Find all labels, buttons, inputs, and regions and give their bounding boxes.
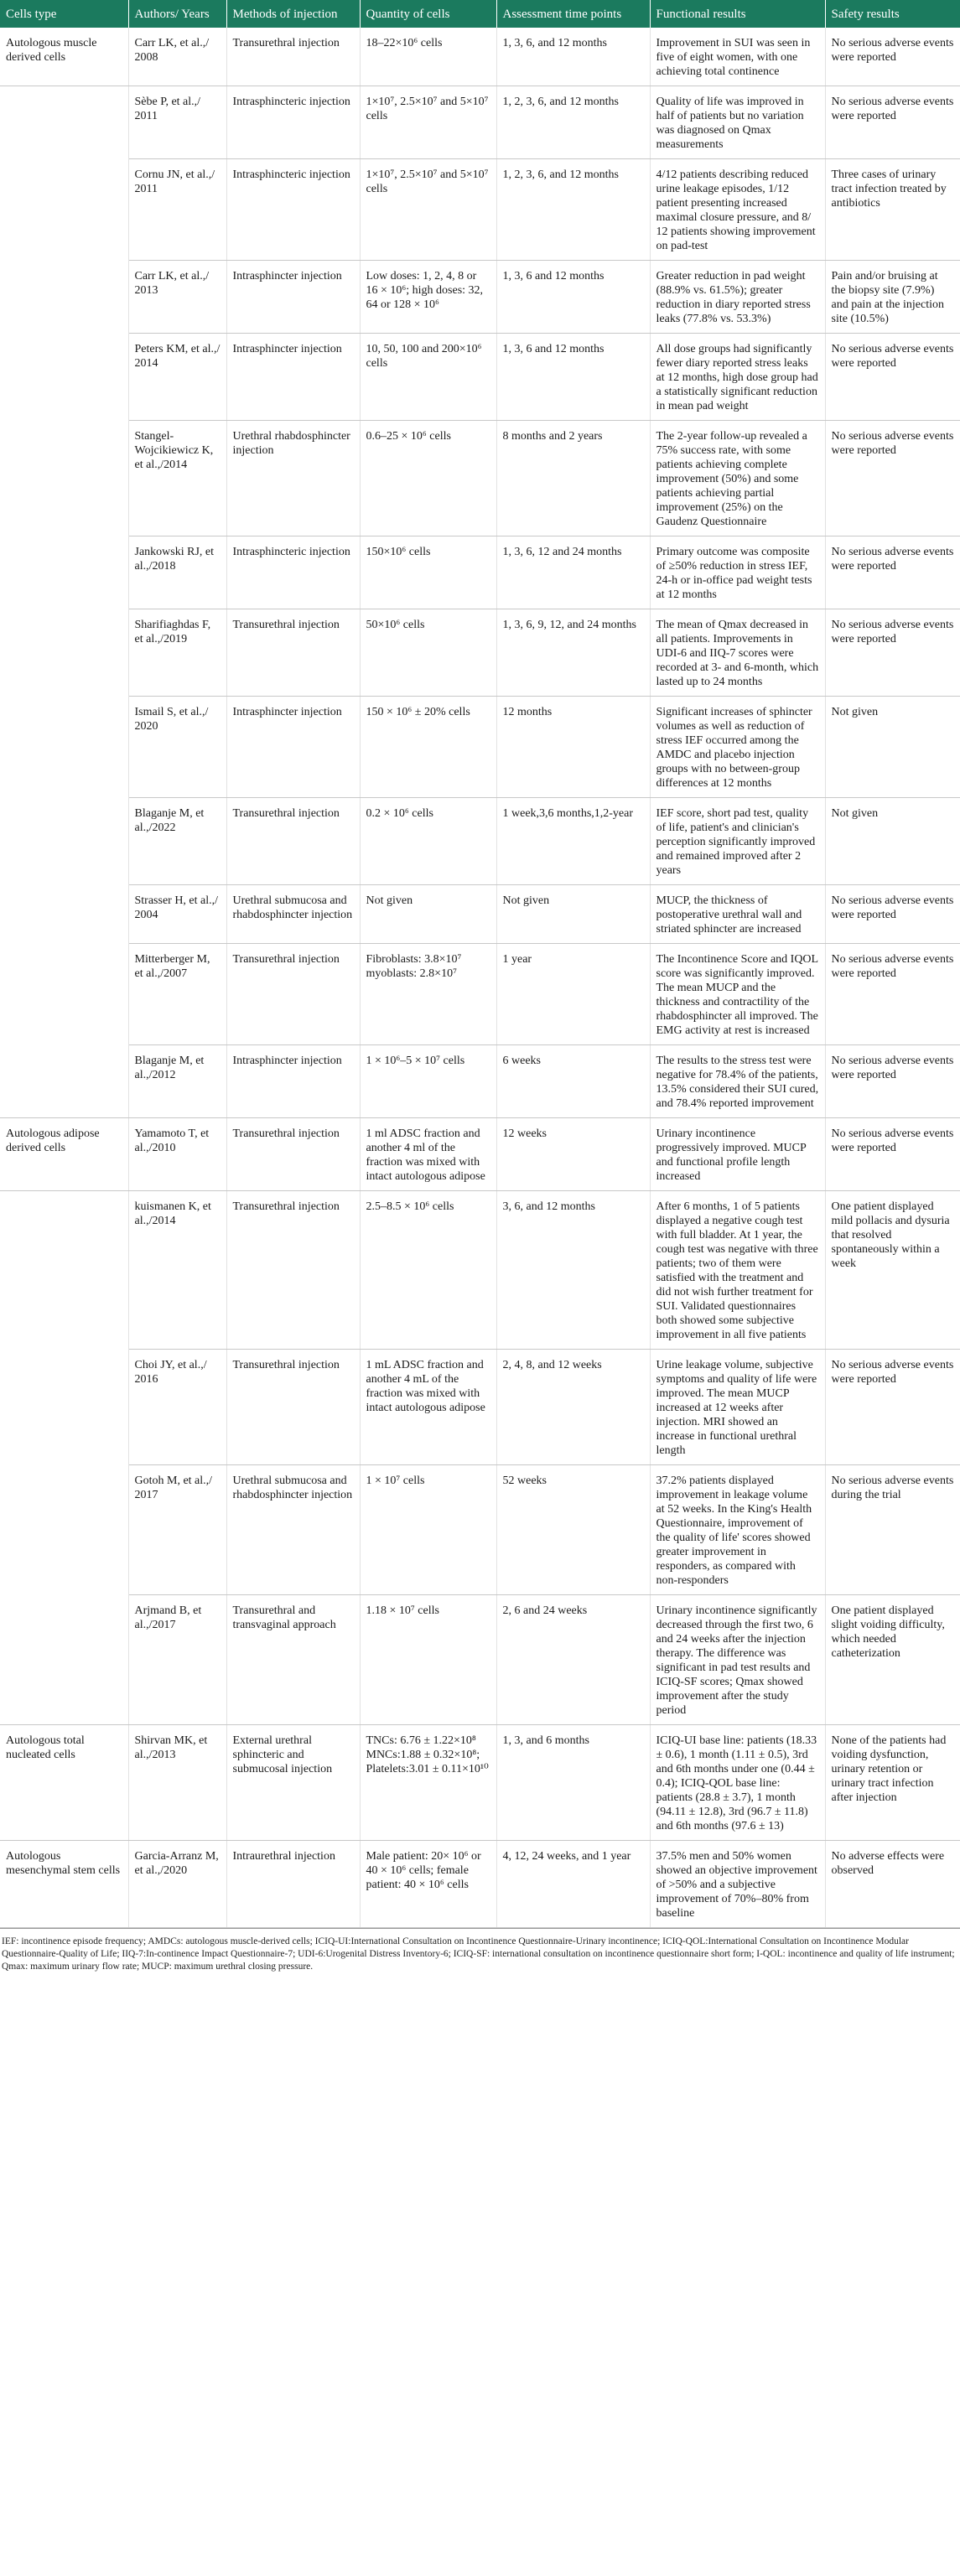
- time-points-cell: 1, 3, and 6 months: [496, 1725, 650, 1841]
- author-cell: Peters KM, et al.,/ 2014: [128, 334, 226, 421]
- time-points-cell: 3, 6, and 12 months: [496, 1191, 650, 1350]
- table-row: [0, 944, 960, 1045]
- table-row: [0, 536, 960, 609]
- time-points-cell: 1 year: [496, 944, 650, 1045]
- quantity-cell: Male patient: 20× 10⁶ or 40 × 10⁶ cells; female patient: 40 × 10⁶ cells: [360, 1841, 496, 1928]
- safety-results-cell: No serious adverse events were reported: [825, 885, 960, 944]
- author-cell: Ismail S, et al.,/ 2020: [128, 697, 226, 798]
- cells-type-cell: Autologous mesenchymal stem cells: [0, 1841, 128, 1928]
- time-points-cell: 1 week,3,6 months,1,2-year: [496, 798, 650, 885]
- safety-results-cell: No serious adverse events were reported: [825, 86, 960, 159]
- quantity-cell: TNCs: 6.76 ± 1.22×10⁸ MNCs:1.88 ± 0.32×10⁸; Platelets:3.01 ± 0.11×10¹⁰: [360, 1725, 496, 1841]
- quantity-cell: 1.18 × 10⁷ cells: [360, 1595, 496, 1725]
- functional-results-cell: The 2-year follow-up revealed a 75% success rate, with some patients achieving complete improvement (50%) and some patients achieving partial improvement (25%) on the Gaudenz Questionnaire: [650, 421, 825, 536]
- safety-results-cell: One patient displayed slight voiding difficulty, which needed catheterization: [825, 1595, 960, 1725]
- table-row: [0, 86, 960, 159]
- quantity-cell: 0.6–25 × 10⁶ cells: [360, 421, 496, 536]
- cells-type-cell: [0, 86, 128, 1118]
- safety-results-cell: No serious adverse events were reported: [825, 536, 960, 609]
- header-cells-type: Cells type: [0, 0, 128, 28]
- time-points-cell: 52 weeks: [496, 1465, 650, 1595]
- functional-results-cell: Quality of life was improved in half of patients but no variation was diagnosed on Qmax measurements: [650, 86, 825, 159]
- time-points-cell: 4, 12, 24 weeks, and 1 year: [496, 1841, 650, 1928]
- table-row: [0, 334, 960, 421]
- table-row: [0, 609, 960, 697]
- functional-results-cell: After 6 months, 1 of 5 patients displayed a negative cough test with full bladder. At 1 year, the cough test was negative with three patients; two of them were satisfied with the treatment and did not wish further treatment for SUI. Validated questionnaires both showed some subjective improvement in all five patients: [650, 1191, 825, 1350]
- method-cell: Intrasphincteric injection: [226, 159, 360, 261]
- safety-results-cell: No serious adverse events were reported: [825, 334, 960, 421]
- method-cell: Urethral rhabdosphincter injection: [226, 421, 360, 536]
- method-cell: Transurethral injection: [226, 798, 360, 885]
- table-row: [0, 1595, 960, 1725]
- functional-results-cell: MUCP, the thickness of postoperative urethral wall and striated sphincter are increased: [650, 885, 825, 944]
- time-points-cell: 1, 3, 6, 9, 12, and 24 months: [496, 609, 650, 697]
- table-header: [0, 0, 960, 28]
- time-points-cell: 2, 6 and 24 weeks: [496, 1595, 650, 1725]
- time-points-cell: 2, 4, 8, and 12 weeks: [496, 1350, 650, 1465]
- quantity-cell: 10, 50, 100 and 200×10⁶ cells: [360, 334, 496, 421]
- quantity-cell: 1×10⁷, 2.5×10⁷ and 5×10⁷ cells: [360, 86, 496, 159]
- quantity-cell: 0.2 × 10⁶ cells: [360, 798, 496, 885]
- method-cell: Intrasphincteric injection: [226, 86, 360, 159]
- safety-results-cell: No serious adverse events were reported: [825, 1350, 960, 1465]
- method-cell: Transurethral injection: [226, 1118, 360, 1191]
- header-safety-results: Safety results: [825, 0, 960, 28]
- quantity-cell: Not given: [360, 885, 496, 944]
- functional-results-cell: Urine leakage volume, subjective symptoms and quality of life were improved. The mean MUCP increased at 12 weeks after injection. MRI showed an increase in functional urethral length: [650, 1350, 825, 1465]
- safety-results-cell: None of the patients had voiding dysfunction, urinary retention or urinary tract infection after injection: [825, 1725, 960, 1841]
- author-cell: Jankowski RJ, et al.,/2018: [128, 536, 226, 609]
- method-cell: Intrasphincter injection: [226, 1045, 360, 1118]
- quantity-cell: 18–22×10⁶ cells: [360, 28, 496, 86]
- method-cell: Intrasphincter injection: [226, 697, 360, 798]
- quantity-cell: 1 ml ADSC fraction and another 4 ml of the fraction was mixed with intact autologous adipose: [360, 1118, 496, 1191]
- safety-results-cell: No adverse effects were observed: [825, 1841, 960, 1928]
- method-cell: Transurethral injection: [226, 28, 360, 86]
- author-cell: Shirvan MK, et al.,/2013: [128, 1725, 226, 1841]
- safety-results-cell: One patient displayed mild pollacis and dysuria that resolved spontaneously within a week: [825, 1191, 960, 1350]
- quantity-cell: 1 mL ADSC fraction and another 4 mL of the fraction was mixed with intact autologous adipose: [360, 1350, 496, 1465]
- functional-results-cell: ICIQ-UI base line: patients (18.33 ± 0.6), 1 month (1.11 ± 0.5), 3rd and 6th months under one (0.44 ± 0.4); ICIQ-QOL base line: patients (28.8 ± 3.7), 1 month (94.11 ± 12.8), 3rd (96.7 ± 11.8) and 6th months (97.6 ± 13): [650, 1725, 825, 1841]
- author-cell: kuismanen K, et al.,/2014: [128, 1191, 226, 1350]
- time-points-cell: 12 weeks: [496, 1118, 650, 1191]
- table-footnote: IEF: incontinence episode frequency; AMDCs: autologous muscle-derived cells; ICIQ-UI:International Consultation on Incontinence Questionnaire-Urinary incontinence; ICIQ-QOL:International Consultation on Incontinence Modular Questionnaire-Quality of Life; IIQ-7:In-continence Impact Questionnaire-7; UDI-6:Urogenital Distress Inventory-6; ICIQ-SF: international consultation on incontinence questionnaire short form; I-QOL: incontinence and quality of life instrument; Qmax: maximum urinary flow rate; MUCP: maximum urethral closing pressure.: [0, 1928, 960, 1978]
- author-cell: Garcia-Arranz M, et al.,/2020: [128, 1841, 226, 1928]
- header-time-points: Assessment time points: [496, 0, 650, 28]
- table-row: [0, 1725, 960, 1841]
- quantity-cell: 1 × 10⁷ cells: [360, 1465, 496, 1595]
- table-row: [0, 885, 960, 944]
- header-quantity: Quantity of cells: [360, 0, 496, 28]
- table-row: [0, 1841, 960, 1928]
- time-points-cell: 1, 2, 3, 6, and 12 months: [496, 86, 650, 159]
- time-points-cell: 6 weeks: [496, 1045, 650, 1118]
- author-cell: Gotoh M, et al.,/ 2017: [128, 1465, 226, 1595]
- author-cell: Cornu JN, et al.,/ 2011: [128, 159, 226, 261]
- author-cell: Arjmand B, et al.,/2017: [128, 1595, 226, 1725]
- functional-results-cell: 37.5% men and 50% women showed an objective improvement of >50% and a subjective improvement of 70%–80% from baseline: [650, 1841, 825, 1928]
- safety-results-cell: No serious adverse events were reported: [825, 421, 960, 536]
- author-cell: Carr LK, et al.,/ 2013: [128, 261, 226, 334]
- safety-results-cell: No serious adverse events were reported: [825, 28, 960, 86]
- method-cell: Intraurethral injection: [226, 1841, 360, 1928]
- safety-results-cell: No serious adverse events were reported: [825, 944, 960, 1045]
- functional-results-cell: IEF score, short pad test, quality of life, patient's and clinician's perception significantly improved and remained improved after 2 years: [650, 798, 825, 885]
- functional-results-cell: Urinary incontinence significantly decreased through the first two, 6 and 24 weeks after the injection therapy. The difference was significant in pad test results and ICIQ-SF scores; Qmax showed improvement after the study period: [650, 1595, 825, 1725]
- functional-results-cell: 4/12 patients describing reduced urine leakage episodes, 1/12 patient presenting increased maximal closure pressure, and 8/ 12 patients showing improvement on pad-test: [650, 159, 825, 261]
- quantity-cell: 150×10⁶ cells: [360, 536, 496, 609]
- method-cell: Urethral submucosa and rhabdosphincter injection: [226, 885, 360, 944]
- author-cell: Carr LK, et al.,/ 2008: [128, 28, 226, 86]
- quantity-cell: 1×10⁷, 2.5×10⁷ and 5×10⁷ cells: [360, 159, 496, 261]
- table-row: [0, 159, 960, 261]
- method-cell: Transurethral injection: [226, 1350, 360, 1465]
- quantity-cell: 1 × 10⁶–5 × 10⁷ cells: [360, 1045, 496, 1118]
- time-points-cell: 1, 3, 6 and 12 months: [496, 334, 650, 421]
- table-row: [0, 1045, 960, 1118]
- method-cell: Transurethral injection: [226, 1191, 360, 1350]
- quantity-cell: 150 × 10⁶ ± 20% cells: [360, 697, 496, 798]
- table-row: [0, 1350, 960, 1465]
- method-cell: Intrasphincter injection: [226, 334, 360, 421]
- author-cell: Blaganje M, et al.,/2012: [128, 1045, 226, 1118]
- author-cell: Choi JY, et al.,/ 2016: [128, 1350, 226, 1465]
- method-cell: Transurethral and transvaginal approach: [226, 1595, 360, 1725]
- author-cell: Yamamoto T, et al.,/2010: [128, 1118, 226, 1191]
- functional-results-cell: 37.2% patients displayed improvement in leakage volume at 52 weeks. In the King's Health Questionnaire, improvement of the quality of life' scores showed greater improvement in responders, as compared with non-responders: [650, 1465, 825, 1595]
- functional-results-cell: Significant increases of sphincter volumes as well as reduction of stress IEF occurred among the AMDC and placebo injection groups with no between-group differences at 12 months: [650, 697, 825, 798]
- time-points-cell: 1, 2, 3, 6, and 12 months: [496, 159, 650, 261]
- time-points-cell: 1, 3, 6 and 12 months: [496, 261, 650, 334]
- cells-type-cell: Autologous total nucleated cells: [0, 1725, 128, 1841]
- safety-results-cell: No serious adverse events were reported: [825, 609, 960, 697]
- author-cell: Strasser H, et al.,/ 2004: [128, 885, 226, 944]
- functional-results-cell: Greater reduction in pad weight (88.9% vs. 61.5%); greater reduction in diary reported stress leaks (77.8% vs. 53.3%): [650, 261, 825, 334]
- table-row: [0, 421, 960, 536]
- method-cell: Urethral submucosa and rhabdosphincter injection: [226, 1465, 360, 1595]
- time-points-cell: 12 months: [496, 697, 650, 798]
- quantity-cell: Fibroblasts: 3.8×10⁷ myoblasts: 2.8×10⁷: [360, 944, 496, 1045]
- quantity-cell: Low doses: 1, 2, 4, 8 or 16 × 10⁶; high doses: 32, 64 or 128 × 10⁶: [360, 261, 496, 334]
- time-points-cell: 1, 3, 6, 12 and 24 months: [496, 536, 650, 609]
- table-row: [0, 1118, 960, 1191]
- safety-results-cell: Three cases of urinary tract infection treated by antibiotics: [825, 159, 960, 261]
- method-cell: Transurethral injection: [226, 944, 360, 1045]
- table-row: [0, 697, 960, 798]
- functional-results-cell: Urinary incontinence progressively improved. MUCP and functional profile length increased: [650, 1118, 825, 1191]
- header-methods: Methods of injection: [226, 0, 360, 28]
- author-cell: Sèbe P, et al.,/ 2011: [128, 86, 226, 159]
- safety-results-cell: No serious adverse events were reported: [825, 1045, 960, 1118]
- functional-results-cell: Primary outcome was composite of ≥50% reduction in stress IEF, 24-h or in-office pad weight tests at 12 months: [650, 536, 825, 609]
- author-cell: Stangel-Wojcikiewicz K, et al.,/2014: [128, 421, 226, 536]
- quantity-cell: 50×10⁶ cells: [360, 609, 496, 697]
- time-points-cell: 8 months and 2 years: [496, 421, 650, 536]
- functional-results-cell: All dose groups had significantly fewer diary reported stress leaks at 12 months, high dose group had a statistically significant reduction in mean pad weight: [650, 334, 825, 421]
- time-points-cell: 1, 3, 6, and 12 months: [496, 28, 650, 86]
- functional-results-cell: The results to the stress test were negative for 78.4% of the patients, 13.5% considered their SUI cured, and 78.4% reported improvement: [650, 1045, 825, 1118]
- table-row: [0, 261, 960, 334]
- cells-type-cell: [0, 1191, 128, 1725]
- method-cell: Intrasphincter injection: [226, 261, 360, 334]
- method-cell: External urethral sphincteric and submucosal injection: [226, 1725, 360, 1841]
- table-row: [0, 798, 960, 885]
- time-points-cell: Not given: [496, 885, 650, 944]
- safety-results-cell: Not given: [825, 697, 960, 798]
- author-cell: Mitterberger M, et al.,/2007: [128, 944, 226, 1045]
- table-row: [0, 1191, 960, 1350]
- header-authors-years: Authors/ Years: [128, 0, 226, 28]
- functional-results-cell: The mean of Qmax decreased in all patients. Improvements in UDI-6 and IIQ-7 scores were recorded at 3- and 6-month, which lasted up to 24 months: [650, 609, 825, 697]
- safety-results-cell: No serious adverse events during the trial: [825, 1465, 960, 1595]
- safety-results-cell: Not given: [825, 798, 960, 885]
- quantity-cell: 2.5–8.5 × 10⁶ cells: [360, 1191, 496, 1350]
- functional-results-cell: The Incontinence Score and IQOL score was significantly improved. The mean MUCP and the thickness and contractility of the rhabdosphincter all improved. The EMG activity at rest is increased: [650, 944, 825, 1045]
- author-cell: Blaganje M, et al.,/2022: [128, 798, 226, 885]
- method-cell: Transurethral injection: [226, 609, 360, 697]
- table-row: [0, 28, 960, 86]
- functional-results-cell: Improvement in SUI was seen in five of eight women, with one achieving total continence: [650, 28, 825, 86]
- author-cell: Sharifiaghdas F, et al.,/2019: [128, 609, 226, 697]
- cells-type-cell: Autologous adipose derived cells: [0, 1118, 128, 1191]
- table-row: [0, 1465, 960, 1595]
- safety-results-cell: Pain and/or bruising at the biopsy site (7.9%) and pain at the injection site (10.5%): [825, 261, 960, 334]
- cells-type-cell: Autologous muscle derived cells: [0, 28, 128, 86]
- safety-results-cell: No serious adverse events were reported: [825, 1118, 960, 1191]
- table-body: [0, 28, 960, 1928]
- header-functional-results: Functional results: [650, 0, 825, 28]
- method-cell: Intrasphincteric injection: [226, 536, 360, 609]
